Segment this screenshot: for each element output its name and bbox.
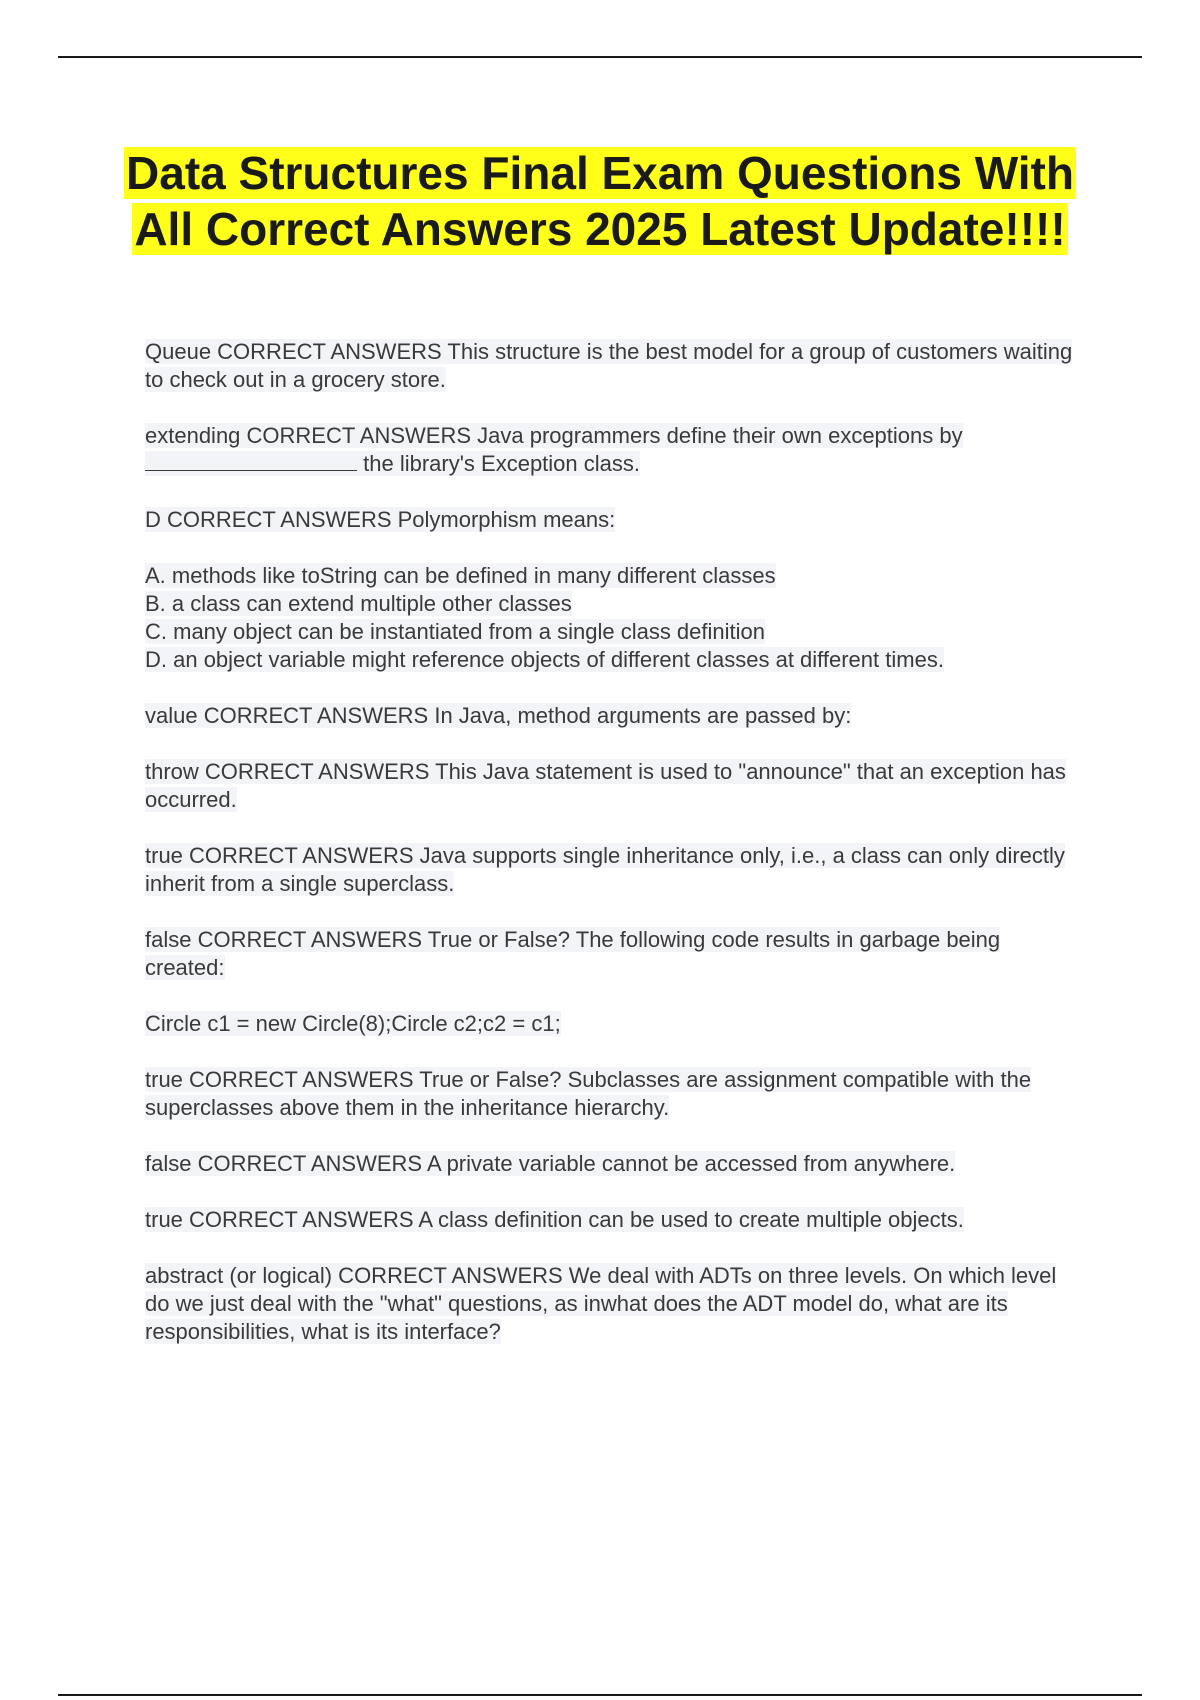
qa-item: false CORRECT ANSWERS A private variable cannot be accessed from anywhere. — [145, 1151, 956, 1176]
qa-item: D CORRECT ANSWERS Polymorphism means: — [145, 507, 616, 532]
qa-item: true CORRECT ANSWERS Java supports single inheritance only, i.e., a class can only directly inherit from a single superclass. — [145, 843, 1065, 896]
option-b: B. a class can extend multiple other classes — [145, 591, 572, 616]
qa-item: throw CORRECT ANSWERS This Java statement is used to "announce" that an exception has occurred. — [145, 759, 1066, 812]
option-c: C. many object can be instantiated from a single class definition — [145, 619, 765, 644]
option-a: A. methods like toString can be defined in many different classes — [145, 563, 776, 588]
document-title — [100, 145, 1100, 257]
qa-item: abstract (or logical) CORRECT ANSWERS We deal with ADTs on three levels. On which level do we just deal with the "what" questions, as inwhat does the ADT model do, what are its responsibilities, what is its interface? — [145, 1263, 1057, 1344]
title-highlight: Data Structures Final Exam Questions With All Correct Answers 2025 Latest Update!!!! — [126, 147, 1074, 255]
fill-in-blank — [145, 452, 357, 471]
answer-options — [145, 562, 1085, 674]
qa-item: extending CORRECT ANSWERS Java programmers define their own exceptions by the library's Exception class. — [145, 423, 963, 476]
qa-item: Queue CORRECT ANSWERS This structure is the best model for a group of customers waiting to check out in a grocery store. — [145, 339, 1073, 392]
option-d: D. an object variable might reference objects of different classes at different times. — [145, 647, 944, 672]
bottom-divider — [58, 1694, 1142, 1696]
code-snippet: Circle c1 = new Circle(8);Circle c2;c2 = c1; — [145, 1011, 561, 1036]
qa-item: true CORRECT ANSWERS True or False? Subclasses are assignment compatible with the superclasses above them in the inheritance hierarchy. — [145, 1067, 1032, 1120]
qa-item: false CORRECT ANSWERS True or False? The following code results in garbage being created: — [145, 927, 1001, 980]
qa-item: true CORRECT ANSWERS A class definition can be used to create multiple objects. — [145, 1207, 964, 1232]
top-divider — [58, 56, 1142, 58]
qa-item: value CORRECT ANSWERS In Java, method arguments are passed by: — [145, 703, 852, 728]
document-body — [145, 338, 1085, 1374]
